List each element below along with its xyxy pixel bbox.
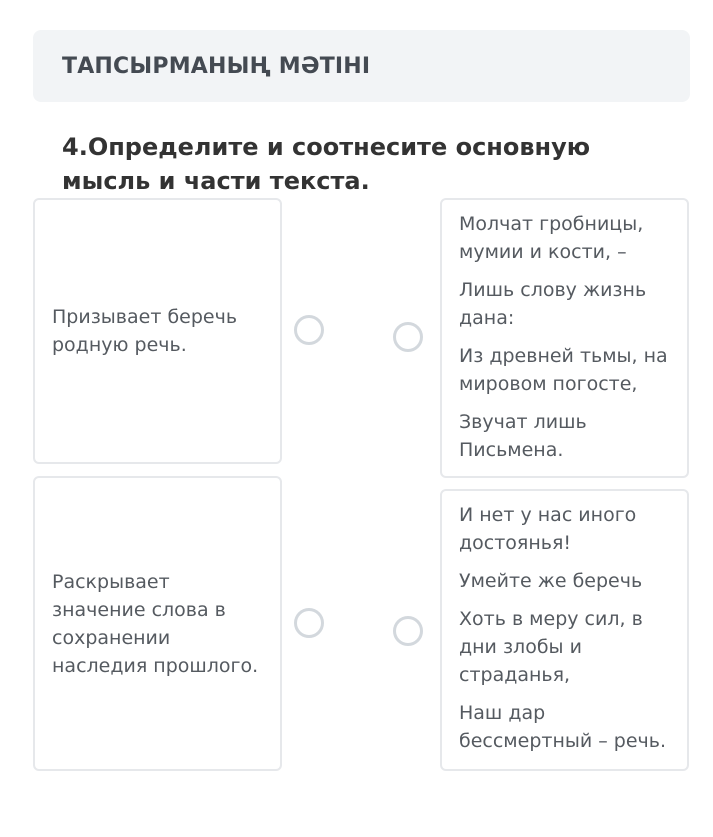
verse-line: Из древней тьмы, на мировом погосте, bbox=[459, 345, 668, 395]
verse-line: Хоть в меру сил, в дни злобы и страданья, bbox=[459, 608, 643, 686]
verse-stanza-2 bbox=[459, 501, 675, 755]
left-option-radio-2[interactable] bbox=[294, 608, 324, 638]
verse-line: Лишь слову жизнь дана: bbox=[459, 279, 647, 329]
question-text: 4.Определите и соотнесите основную мысль и части текста. bbox=[62, 133, 591, 195]
task-header bbox=[33, 30, 690, 102]
right-option-card-2[interactable] bbox=[440, 489, 689, 771]
left-option-card-1[interactable] bbox=[33, 198, 282, 464]
verse-stanza-1 bbox=[459, 210, 675, 464]
verse-line: Молчат гробницы, мумии и кости, – bbox=[459, 213, 644, 263]
left-option-text-1: Призывает беречь родную речь. bbox=[52, 306, 238, 356]
verse-line: Умейте же беречь bbox=[459, 570, 643, 592]
left-option-text-2: Раскрывает значение слова в сохранении наследия прошлого. bbox=[52, 570, 259, 677]
left-option-card-2[interactable] bbox=[33, 476, 282, 771]
right-option-radio-2[interactable] bbox=[393, 616, 423, 646]
right-option-radio-1[interactable] bbox=[393, 322, 423, 352]
verse-line: Звучат лишь Письмена. bbox=[459, 411, 587, 461]
verse-line: Наш дар бессмертный – речь. bbox=[459, 702, 667, 752]
left-option-radio-1[interactable] bbox=[294, 315, 324, 345]
task-header-title: ТАПСЫРМАНЫҢ МӘТІНІ bbox=[62, 53, 371, 79]
right-option-card-1[interactable] bbox=[440, 198, 689, 478]
verse-line: И нет у нас иного достоянья! bbox=[459, 504, 637, 554]
